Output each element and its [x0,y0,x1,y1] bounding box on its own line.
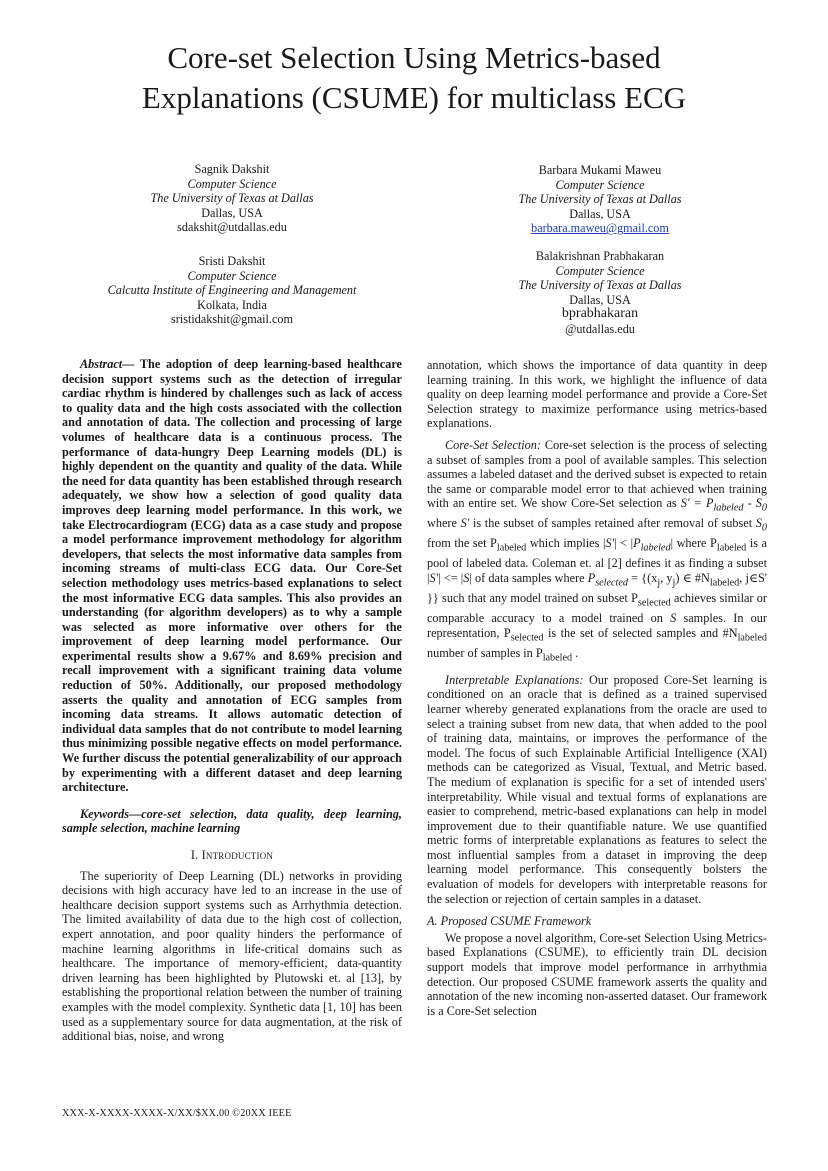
author-department: Computer Science [187,268,277,283]
author-email: sristidakshit@gmail.com [171,312,293,327]
coreset-selection-paragraph: Core-Set Selection: Core-set selection is the process of selecting a subset of samples from a pool of available samples. This selection assumes a labeled dataset and the derived subset is expected to retain the same or comparable model error to that achieved when training with an entire set. We show Core-Set selection as $S' = P_{labeled} - S_0$ where S' is the subset of samples retained after removal of subset $S_0$ from the set $P_{labeled}$ which implies $|S'| < |P_{labeled}|$ where $P_{labeled}$ is a pool of labeled data. Coleman et. al [2] defines it as finding a subset |S'| <= |S| of data samples where $P_{selected} = \{(x_j$, $y_j$) ∈ $\#N_{labeled}$, j∈S' }} such that any model trained on subset $P_{selected}$ achieves similar or comparable accuracy to a model trained on S samples. In our representation, $P_{selected}$ is the set of selected samples and $\#N_{labeled}$ number of samples in $P_{labeled}$ . [427,437,768,664]
author-organization: The University of Texas at Dallas [518,192,682,207]
author-location: Dallas, USA [201,205,263,220]
author-department: Computer Science [555,263,645,278]
author-name: Barbara Mukami Maweu [538,163,662,177]
continued-paragraph: annotation, which shows the importance of data quantity in deep learning training. In this work, we highlight the influence of data quality on deep learning model performance and provide a Core-Set Selection strategy to maximize performance using metrics-based explanations. [427,358,767,431]
author-email: sdakshit@utdallas.edu [177,220,287,235]
author-department: Computer Science [555,177,645,192]
author-location: Dallas, USA [569,292,631,307]
author-block-1 [62,162,402,235]
keywords: Keywords—core-set selection, data quality, deep learning, sample selection, machine learning [62,806,402,836]
author-organization: The University of Texas at Dallas [518,278,682,293]
author-email-user: bprabhakaran [561,306,639,322]
interpretable-explanations-paragraph: Interpretable Explanations: Our proposed Core-Set learning is conditioned on an oracle that is defined as a trained supervised learner whereby generated explanations from the oracle are used to select a training subset from new data, that when added to the pool of training data, maintains, or improves the performance of the model. The focus of such Explainable Artificial Intelligence (XAI) methods can be categorized as Visual, Textual, and Metric based. The medium of explanation is specific for a set of intended users' interpretability. While visual and textual forms of explanations are easier to comprehend, metric-based explanations can help in model improvement due to their quantifiable nature. We use quantified metric forms of interpretable explanations as features to select the most influential samples from a dataset in improving the deep learning model performance. This consequently bolsters the evaluation of models for developers with interpretable reasons for the selection or rejection of certain samples in a dataset. [427,672,767,906]
author-location: Kolkata, India [197,297,267,312]
author-organization: The University of Texas at Dallas [150,191,314,206]
subsection-heading-csume-framework: A. Proposed CSUME Framework [427,914,592,929]
interpretable-explanations-label: Interpretable Explanations: [445,672,584,687]
author-block-3 [430,163,770,236]
title-line-1: Core-set Selection Using Metrics-based [167,40,661,75]
author-block-2 [62,254,402,327]
abstract [62,357,402,795]
introduction-paragraph: The superiority of Deep Learning (DL) networks in providing decisions with high accuracy have led to an increase in the use of healthcare decision support systems such as Arrhythmia detection. The limited availability of data due to the high cost of collection, expert annotation, and poor quality hinders the performance of machine learning algorithms in life-critical domains such as healthcare. The importance of memory-efficient, data-quantity driven learning has been highlighted by Plutowski et. al [13], by establishing the proportional relation between the number of training examples with the model complexity. Synthetic data [1, 10] has been used as a supplementary source for data augmentation, at the risk of additional bias, noise, and wrong [62,868,402,1044]
author-location: Dallas, USA [569,206,631,221]
framework-paragraph: We propose a novel algorithm, Core-set Selection Using Metrics-based Explanations (CSUME), to efficiently train DL decision support models that improve model performance in arrhythmia detection. Our proposed CSUME framework asserts the quality and annotation of the new incoming non-asserted dataset. Our framework is a Core-Set selection [427,930,767,1018]
paper-title [60,38,768,118]
author-email [430,307,770,336]
section-heading-introduction: I. Introduction [190,848,274,862]
author-block-4 [430,249,770,337]
author-department: Computer Science [187,176,277,191]
title-line-2: Explanations (CSUME) for multiclass ECG [141,80,687,115]
author-email-link[interactable]: barbara.maweu@gmail.com [531,221,669,236]
author-name: Sristi Dakshit [198,254,266,268]
author-name: Sagnik Dakshit [194,162,270,176]
left-column [62,357,402,1044]
author-organization: Calcutta Institute of Engineering and Management [107,283,357,298]
copyright-footer: XXX-X-XXXX-XXXX-X/XX/$XX.00 ©20XX IEEE [62,1108,292,1119]
author-name: Balakrishnan Prabhakaran [535,249,665,263]
coreset-selection-label: Core-Set Selection: [445,437,541,452]
right-column [427,358,767,1018]
author-email-domain: @utdallas.edu [565,321,635,336]
abstract-lead: Abstract— [80,357,135,371]
abstract-text: The adoption of deep learning-based healthcare decision support systems such as the detection of irregular cardiac rhythm is hindered by challenges such as lack of access to quality data and the high costs associated with the collection and annotation of data. The collection and processing of large volumes of healthcare data is a continuous process. The performance of data-hungry Deep Learning models (DL) is highly dependent on the quantity and quality of the data. While the need for data quantity has been established through research adequately, we show how a selection of good quality data improves deep learning model performance. In this work, we take Electrocardiogram (ECG) data as a case study and propose a model performance improvement methodology for algorithm developers, that selects the most informative data samples from incoming streams of multi-class ECG data. Our Core-Set selection methodology uses metrics-based explanations to select the most informative ECG data samples. This also provides an understanding (for algorithm developers) as to why a sample was selected as more informative over others for the improvement of deep learning model performance. Our experimental results show a 9.67% and 8.69% precision and recall improvement with a significant training data volume reduction of 50%. Additionally, our proposed methodology asserts the quality and annotation of ECG samples from incoming data streams. It allows automatic detection of individual data samples that do not contribute to model learning thus minimizing possible negative effects on model performance. We further discuss the potential generalizability of our approach by experimenting with a different dataset and deep learning architecture. [62,357,402,795]
